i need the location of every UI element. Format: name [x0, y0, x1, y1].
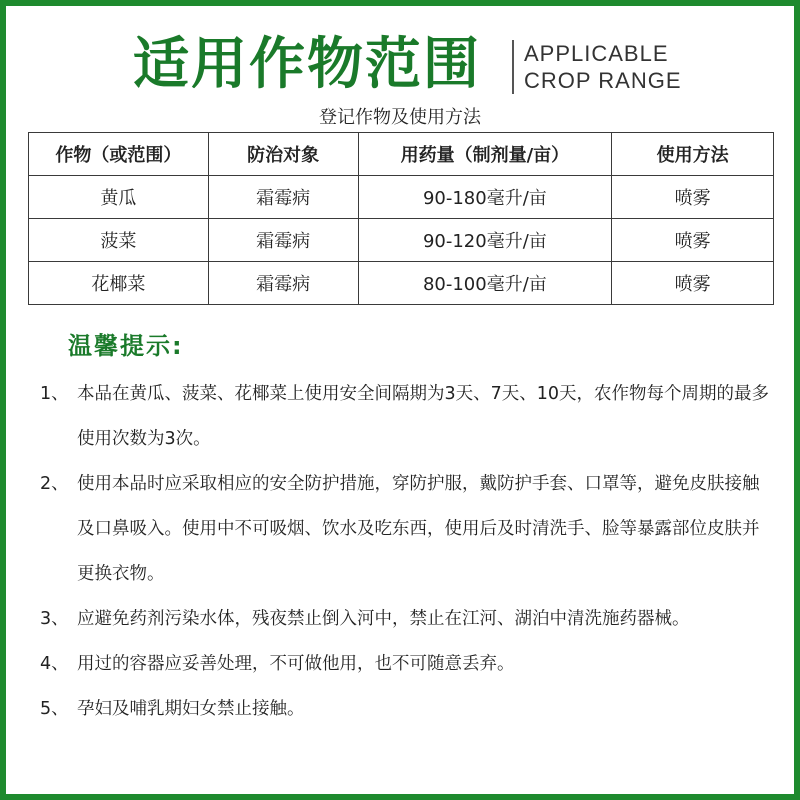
list-item-text: 用过的容器应妥善处理，不可做他用，也不可随意丢弃。 [77, 654, 515, 674]
list-item-text: 本品在黄瓜、菠菜、花椰菜上使用安全间隔期为3天、7天、10天，农作物每个周期的最多使用次数为3次。 [77, 384, 770, 449]
list-item [40, 642, 770, 687]
table-row [29, 219, 774, 262]
list-item [40, 597, 770, 642]
cell-crop: 花椰菜 [29, 262, 209, 305]
cell-dosage: 90-120毫升/亩 [358, 219, 612, 262]
column-header-target: 防治对象 [208, 133, 358, 176]
page-title: 适用作物范围 [133, 32, 481, 97]
list-item-text: 应避免药剂污染水体，残夜禁止倒入河中，禁止在江河、湖泊中清洗施药器械。 [77, 609, 690, 629]
english-title-line-1: APPLICABLE [524, 41, 669, 66]
table-row [29, 176, 774, 219]
list-item-number: 5、 [40, 699, 69, 719]
column-header-method: 使用方法 [612, 133, 774, 176]
registration-table [28, 132, 774, 305]
list-item [40, 372, 770, 462]
column-header-dosage: 用药量（制剂量/亩） [358, 133, 612, 176]
title-divider [512, 40, 514, 94]
cell-method: 喷雾 [612, 262, 774, 305]
table-caption: 登记作物及使用方法 [319, 107, 481, 128]
list-item-number: 4、 [40, 654, 69, 674]
english-title [524, 40, 682, 94]
cell-crop: 菠菜 [29, 219, 209, 262]
tips-heading: 温馨提示: [68, 332, 184, 360]
list-item-number: 3、 [40, 609, 69, 629]
column-header-crop: 作物（或范围） [29, 133, 209, 176]
table-header-row [29, 133, 774, 176]
english-title-line-2: CROP RANGE [524, 68, 682, 93]
cell-target: 霜霉病 [208, 176, 358, 219]
table-row [29, 262, 774, 305]
cell-dosage: 90-180毫升/亩 [358, 176, 612, 219]
header [0, 30, 800, 100]
list-item-number: 1、 [40, 384, 69, 404]
list-item [40, 687, 770, 732]
tips-list [40, 372, 770, 732]
list-item-number: 2、 [40, 474, 69, 494]
list-item-text: 使用本品时应采取相应的安全防护措施，穿防护服，戴防护手套、口罩等，避免皮肤接触及口鼻吸入。使用中不可吸烟、饮水及吃东西，使用后及时清洗手、脸等暴露部位皮肤并更换衣物。 [77, 474, 760, 584]
list-item [40, 462, 770, 597]
cell-method: 喷雾 [612, 176, 774, 219]
cell-crop: 黄瓜 [29, 176, 209, 219]
list-item-text: 孕妇及哺乳期妇女禁止接触。 [77, 699, 305, 719]
cell-target: 霜霉病 [208, 262, 358, 305]
cell-target: 霜霉病 [208, 219, 358, 262]
cell-dosage: 80-100毫升/亩 [358, 262, 612, 305]
cell-method: 喷雾 [612, 219, 774, 262]
